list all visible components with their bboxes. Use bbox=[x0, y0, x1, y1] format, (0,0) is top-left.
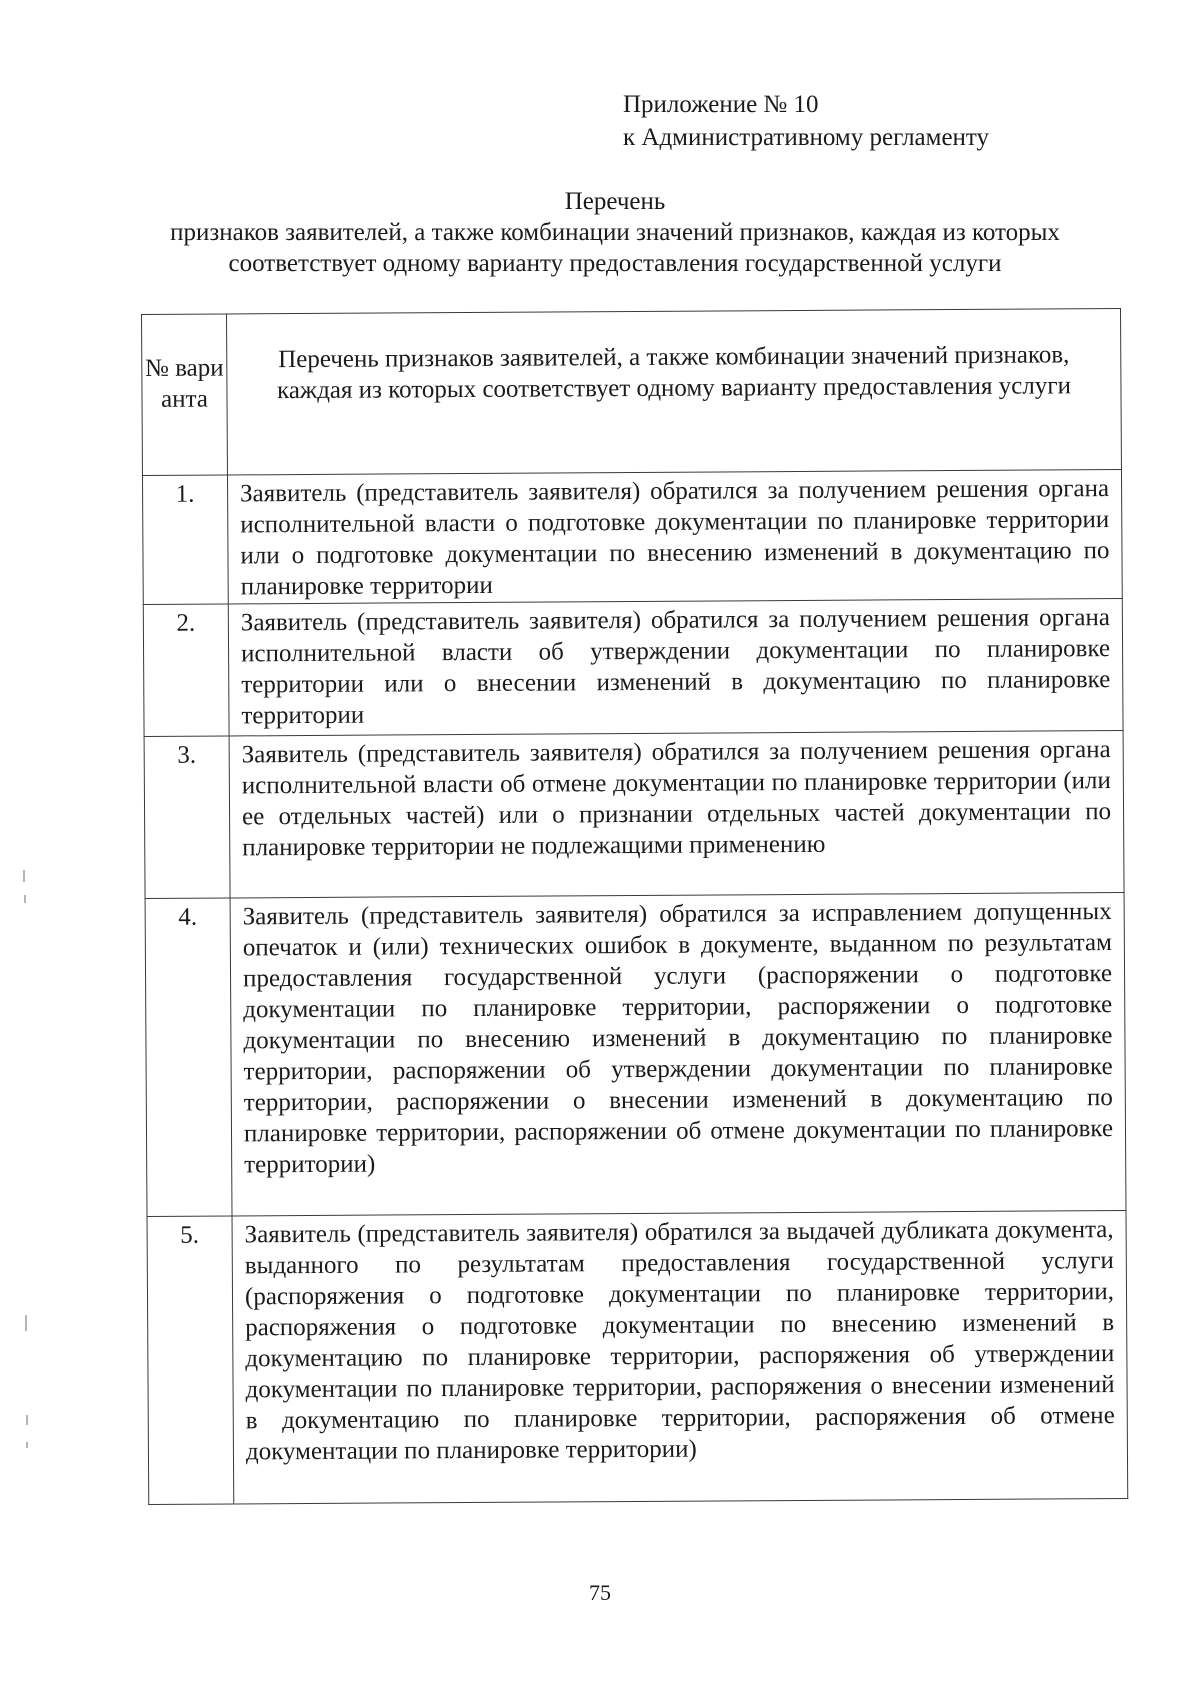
table-row bbox=[145, 893, 1126, 1217]
row-number: 5. bbox=[147, 1216, 234, 1505]
table-row bbox=[142, 470, 1122, 605]
appendix-regulation: к Административному регламенту bbox=[623, 124, 990, 151]
row-text: Заявитель (представитель заявителя) обратился за получением решения органа исполнительной власти об отмене документации по планировке территории (или ее отдельных частей) или о признании отдельных частей документации по планировке территории не подлежащими применению bbox=[229, 731, 1124, 898]
row-text: Заявитель (представитель заявителя) обратился за выдачей дубликата документа, выданного по результатам предоставления государственной услуги (распоряжения о подготовке документации по планировке территории, распоряжения о подготовке документации по внесению изменений в документацию по планировке территории, распоряжения об утверждении документации по планировке территории, распоряжения о внесении изменений в документацию по планировке территории, распоряжения об отмене документации по планировке территории) bbox=[232, 1210, 1128, 1503]
row-text: Заявитель (представитель заявителя) обратился за получением решения органа исполнительной власти об утверждении документации по планировке территории или о внесении изменений в документацию по планировке территории bbox=[228, 599, 1123, 736]
scan-artifact bbox=[25, 1315, 27, 1331]
header-description-cell: Перечень признаков заявителей, а также комбинации значений признаков, каждая из которых соответствует одному варианту предоставления услуги bbox=[227, 309, 1122, 475]
row-number: 1. bbox=[142, 475, 228, 605]
scan-artifact bbox=[23, 870, 25, 882]
title-line-2: признаков заявителей, а также комбинации значений признаков, каждая из которых bbox=[170, 219, 1060, 246]
title-line-3: соответствует одному варианту предоставления государственной услуги bbox=[228, 250, 1002, 277]
row-text: Заявитель (представитель заявителя) обратился за исправлением допущенных опечаток и (или) технических ошибок в документе, выданном по результатам предоставления государственной услуги (распоряжении о подготовке документации по планировке территории, распоряжении о подготовке документации по внесению изменений в документацию по планировке территории, распоряжении об утверждении документации по планировке территории, распоряжении о внесении изменений в документацию по планировке территории, распоряжении об отмене документации по планировке территории) bbox=[230, 893, 1126, 1216]
table-row bbox=[143, 599, 1123, 737]
table-row bbox=[147, 1210, 1128, 1504]
appendix-reference bbox=[623, 88, 989, 154]
scan-artifact bbox=[26, 1442, 28, 1448]
row-number: 2. bbox=[143, 604, 229, 737]
header-number-cell: № вари анта bbox=[142, 314, 228, 476]
document-title bbox=[90, 186, 1140, 279]
row-number: 4. bbox=[145, 898, 232, 1217]
title-line-1: Перечень bbox=[564, 188, 666, 215]
table-header-row bbox=[142, 309, 1122, 476]
variants-table bbox=[141, 308, 1128, 1505]
row-number: 3. bbox=[144, 736, 230, 899]
appendix-number: Приложение № 10 bbox=[623, 91, 819, 118]
page-number: 75 bbox=[589, 1580, 611, 1605]
scan-artifact bbox=[24, 895, 26, 903]
row-text: Заявитель (представитель заявителя) обратился за получением решения органа исполнительной власти о подготовке документации по планировке территории или о подготовке документации по внесению изменений в документацию по планировке территории bbox=[227, 470, 1122, 604]
scan-artifact bbox=[26, 1415, 28, 1425]
table-row bbox=[144, 731, 1124, 899]
